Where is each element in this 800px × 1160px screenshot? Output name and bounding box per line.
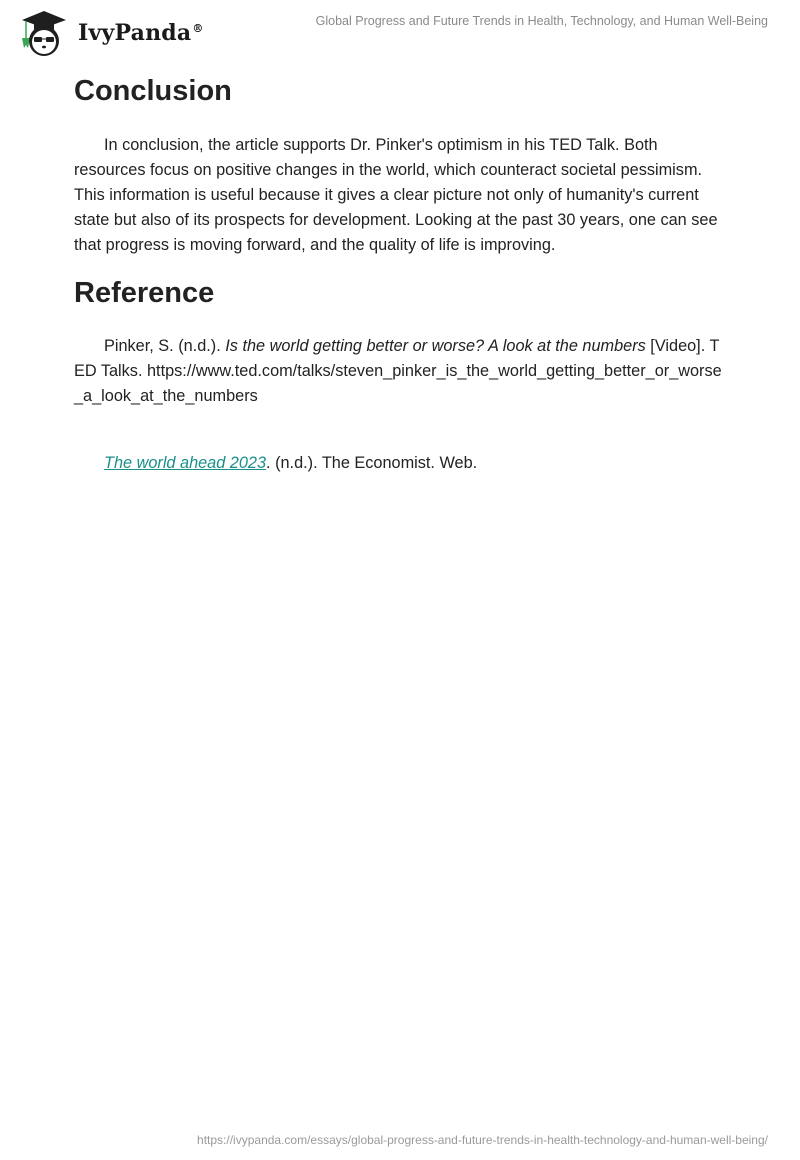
reference-url: https://www.ted.com/talks/steven_pinker_is_the_world_getting_better_or_worse_a_look_at_the_numbers — [74, 362, 722, 405]
reference-rest: . (n.d.). The Economist. Web. — [266, 454, 478, 472]
document-title: Global Progress and Future Trends in Health, Technology, and Human Well-Being — [315, 14, 768, 28]
reference-entry-pinker — [74, 334, 726, 409]
conclusion-paragraph: In conclusion, the article supports Dr. Pinker's optimism in his TED Talk. Both resources focus on positive changes in the world, which counteract societal pessimism. This information is useful because it gives a clear picture not only of humanity's current state but also of its prospects for development. Looking at the past 30 years, one can see that progress is moving forward, and the quality of life is improving. — [74, 136, 718, 254]
ivypanda-logo[interactable] — [14, 8, 204, 58]
panda-graduation-cap-icon — [14, 8, 74, 58]
reference-heading: Reference — [74, 277, 215, 309]
reference-entry-economist — [74, 451, 726, 476]
reference-source: [Video]. TED Talks. — [74, 337, 720, 380]
reference-author-date: Pinker, S. (n.d.). — [104, 337, 226, 355]
conclusion-heading: Conclusion — [74, 75, 232, 107]
brand-name: IvyPanda® — [78, 20, 204, 46]
economist-link[interactable]: The world ahead 2023 — [104, 454, 267, 472]
footer-url: https://ivypanda.com/essays/global-progress-and-future-trends-in-health-technology-and-human-well-being/ — [197, 1133, 768, 1147]
reference-title: Is the world getting better or worse? A look at the numbers — [225, 337, 646, 355]
